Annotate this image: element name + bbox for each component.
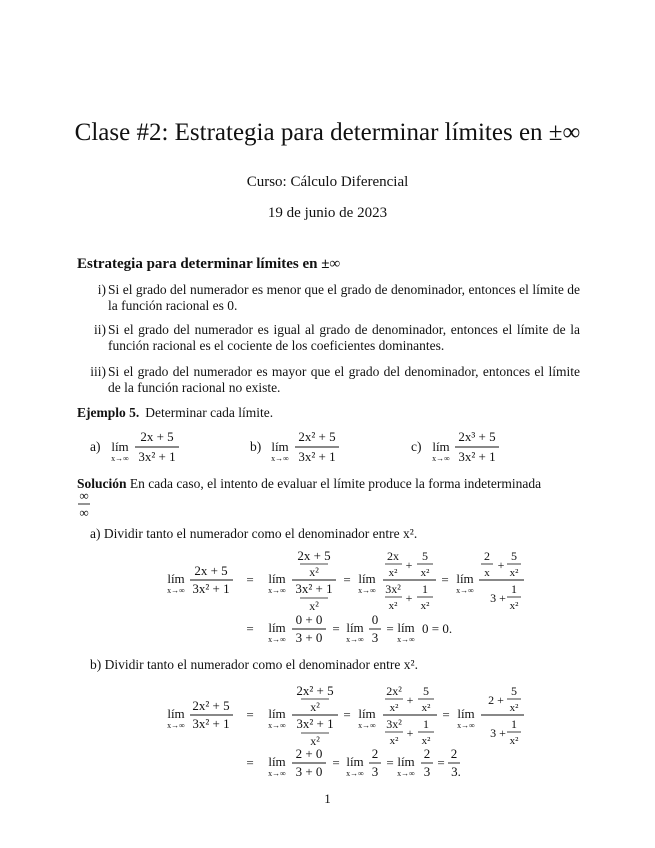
fraction-denominator: 3x² + 1 <box>458 449 496 464</box>
item-number: i) <box>97 282 106 297</box>
fraction-denominator: 3x² + 1 <box>138 449 176 464</box>
x-squared: x² <box>388 600 398 612</box>
equals-sign: = <box>437 755 445 770</box>
fraction-denominator: 3 <box>371 764 379 779</box>
term-numerator: 1 <box>511 582 517 596</box>
lim-operator: lím <box>397 620 415 635</box>
infinity-denominator: ∞ <box>79 505 89 520</box>
lim-subscript: x→∞ <box>346 635 364 644</box>
term-numerator: 5 <box>423 684 429 698</box>
plus-sign: + <box>405 591 413 605</box>
x-squared: x² <box>509 702 519 714</box>
two-plus: 2 + <box>488 693 504 707</box>
term-numerator: 1 <box>423 717 429 731</box>
fraction-numerator: 2x³ + 5 <box>458 429 496 444</box>
fraction-numerator: 2 <box>371 746 379 761</box>
lim-operator: lím <box>268 706 286 721</box>
lim-subscript: x→∞ <box>358 721 376 730</box>
equals-sign: = <box>246 755 254 770</box>
solution-label: Solución <box>77 476 127 491</box>
final-result: 0 = 0. <box>422 621 453 636</box>
solution-b-line-1 <box>167 683 524 748</box>
fraction-numerator: 2 <box>450 746 458 761</box>
plus-sign: + <box>406 726 414 740</box>
fraction-numerator: 0 <box>371 612 379 627</box>
lim-subscript: x→∞ <box>358 586 376 595</box>
equals-sign: = <box>246 707 254 722</box>
fraction-numerator: 2x² + 5 <box>192 698 230 713</box>
x-squared: x² <box>420 567 430 579</box>
lim-operator: lím <box>268 571 286 586</box>
equals-sign: = <box>343 572 351 587</box>
lim-subscript: x→∞ <box>268 721 286 730</box>
lim-subscript: x→∞ <box>456 586 474 595</box>
lim-operator: lím <box>111 439 129 454</box>
lim-operator: lím <box>456 571 474 586</box>
three-plus: 3 + <box>490 726 506 740</box>
x-squared: x² <box>420 600 430 612</box>
lim-operator: lím <box>358 706 376 721</box>
x-squared: x² <box>309 565 319 579</box>
term-numerator: 3x² <box>386 717 402 731</box>
term-numerator: 2x <box>387 549 399 563</box>
lim-subscript: x→∞ <box>397 635 415 644</box>
section-heading: Estrategia para determinar límites en ±∞ <box>77 256 341 272</box>
lim-operator: lím <box>268 620 286 635</box>
fraction-denominator: 3. <box>451 764 461 779</box>
fraction-numerator: 2x + 5 <box>140 429 174 444</box>
plus-sign: + <box>497 558 505 572</box>
lim-operator: lím <box>457 706 475 721</box>
lim-operator: lím <box>358 571 376 586</box>
lim-subscript: x→∞ <box>432 454 450 463</box>
exercise-label: a) <box>90 439 101 454</box>
x-squared: x² <box>509 567 519 579</box>
lim-subscript: x→∞ <box>397 769 415 778</box>
exercise-c <box>411 429 499 464</box>
example-text: Determinar cada límite. <box>145 405 274 420</box>
course-name: Curso: Cálculo Diferencial <box>246 174 409 190</box>
term-numerator: 5 <box>422 549 428 563</box>
equals-sign: = <box>332 621 340 636</box>
fraction-denominator: 3x² + 1 <box>192 581 230 596</box>
solution-text: En cada caso, el intento de evaluar el límite produce la forma indeterminada <box>129 476 542 491</box>
item-number: iii) <box>90 364 106 379</box>
step-label: b) <box>90 657 102 672</box>
x-squared: x² <box>389 735 399 747</box>
lim-subscript: x→∞ <box>167 721 185 730</box>
lim-operator: lím <box>167 706 185 721</box>
fraction-numerator: 2 <box>423 746 431 761</box>
fraction-numerator: 2x + 5 <box>194 563 228 578</box>
equals-sign: = <box>343 707 351 722</box>
solution-b-line-2 <box>246 746 461 779</box>
lim-operator: lím <box>268 754 286 769</box>
term-numerator: 5 <box>511 549 517 563</box>
step-text: Dividir tanto el numerador como el denominador entre x². <box>103 526 418 541</box>
infinity-numerator: ∞ <box>79 488 89 503</box>
lim-operator: lím <box>432 439 450 454</box>
compound-denominator: 3x² + 1 <box>295 581 333 596</box>
fraction-denominator: 3 <box>371 630 379 645</box>
example-label: Ejemplo 5. <box>77 405 140 420</box>
compound-numerator: 2x² + 5 <box>296 683 334 698</box>
x-squared: x² <box>309 599 319 613</box>
equals-sign: = <box>246 621 254 636</box>
plus-sign: + <box>405 558 413 572</box>
lim-subscript: x→∞ <box>346 769 364 778</box>
x-squared: x² <box>310 700 320 714</box>
x-denominator: x <box>484 567 490 579</box>
fraction-denominator: 3x² + 1 <box>298 449 336 464</box>
item-text: Si el grado del numerador es igual al grado de denominador, entonces el límite de la función racional es el cociente de los coeficientes dominantes. <box>108 322 580 353</box>
fraction-denominator: 3x² + 1 <box>192 716 230 731</box>
page-title: Clase #2: Estrategia para determinar límites en ±∞ <box>74 119 581 146</box>
lim-subscript: x→∞ <box>457 721 475 730</box>
lim-subscript: x→∞ <box>271 454 289 463</box>
lim-subscript: x→∞ <box>268 586 286 595</box>
equals-sign: = <box>386 755 394 770</box>
x-squared: x² <box>388 567 398 579</box>
fraction-numerator: 0 + 0 <box>295 612 323 627</box>
exercise-label: c) <box>411 439 422 454</box>
lim-operator: lím <box>167 571 185 586</box>
x-squared: x² <box>509 735 519 747</box>
step-label: a) <box>90 526 101 541</box>
lim-subscript: x→∞ <box>111 454 129 463</box>
compound-numerator: 2x + 5 <box>297 548 331 563</box>
fraction-numerator: 2 + 0 <box>295 746 323 761</box>
lim-operator: lím <box>397 754 415 769</box>
equals-sign: = <box>386 621 394 636</box>
page-number: 1 <box>324 791 331 806</box>
equals-sign: = <box>246 572 254 587</box>
compound-denominator: 3x² + 1 <box>296 716 334 731</box>
exercise-a <box>90 429 179 464</box>
item-text: Si el grado del numerador es menor que el grado de denominador, entonces el límite de la función racional es 0. <box>108 282 580 313</box>
item-text: Si el grado del numerador es mayor que el grado del denominador, entonces el límite de la función racional no existe. <box>108 364 580 395</box>
fraction-denominator: 3 <box>423 764 431 779</box>
item-number: ii) <box>94 322 106 337</box>
three-plus: 3 + <box>490 591 506 605</box>
x-squared: x² <box>310 734 320 748</box>
x-squared: x² <box>421 735 431 747</box>
term-numerator: 2x² <box>386 684 402 698</box>
fraction-denominator: 3 + 0 <box>295 630 323 645</box>
x-squared: x² <box>389 702 399 714</box>
exercise-label: b) <box>250 439 262 454</box>
x-squared: x² <box>421 702 431 714</box>
solution-a-line-2 <box>246 612 452 645</box>
term-numerator: 2 <box>484 549 490 563</box>
lim-operator: lím <box>346 620 364 635</box>
equals-sign: = <box>332 755 340 770</box>
lim-subscript: x→∞ <box>268 769 286 778</box>
exercise-b <box>250 429 339 464</box>
fraction-numerator: 2x² + 5 <box>298 429 336 444</box>
indeterminate-form <box>78 488 90 520</box>
lim-operator: lím <box>346 754 364 769</box>
equals-sign: = <box>441 572 449 587</box>
equals-sign: = <box>442 707 450 722</box>
term-numerator: 1 <box>422 582 428 596</box>
x-squared: x² <box>509 600 519 612</box>
solution-a-line-1 <box>167 548 524 613</box>
fraction-denominator: 3 + 0 <box>295 764 323 779</box>
term-numerator: 5 <box>511 684 517 698</box>
plus-sign: + <box>406 693 414 707</box>
lim-subscript: x→∞ <box>268 635 286 644</box>
lim-subscript: x→∞ <box>167 586 185 595</box>
step-text: Dividir tanto el numerador como el denominador entre x². <box>104 657 418 672</box>
term-numerator: 1 <box>511 717 517 731</box>
date: 19 de junio de 2023 <box>267 205 388 221</box>
lim-operator: lím <box>271 439 289 454</box>
term-numerator: 3x² <box>385 582 401 596</box>
